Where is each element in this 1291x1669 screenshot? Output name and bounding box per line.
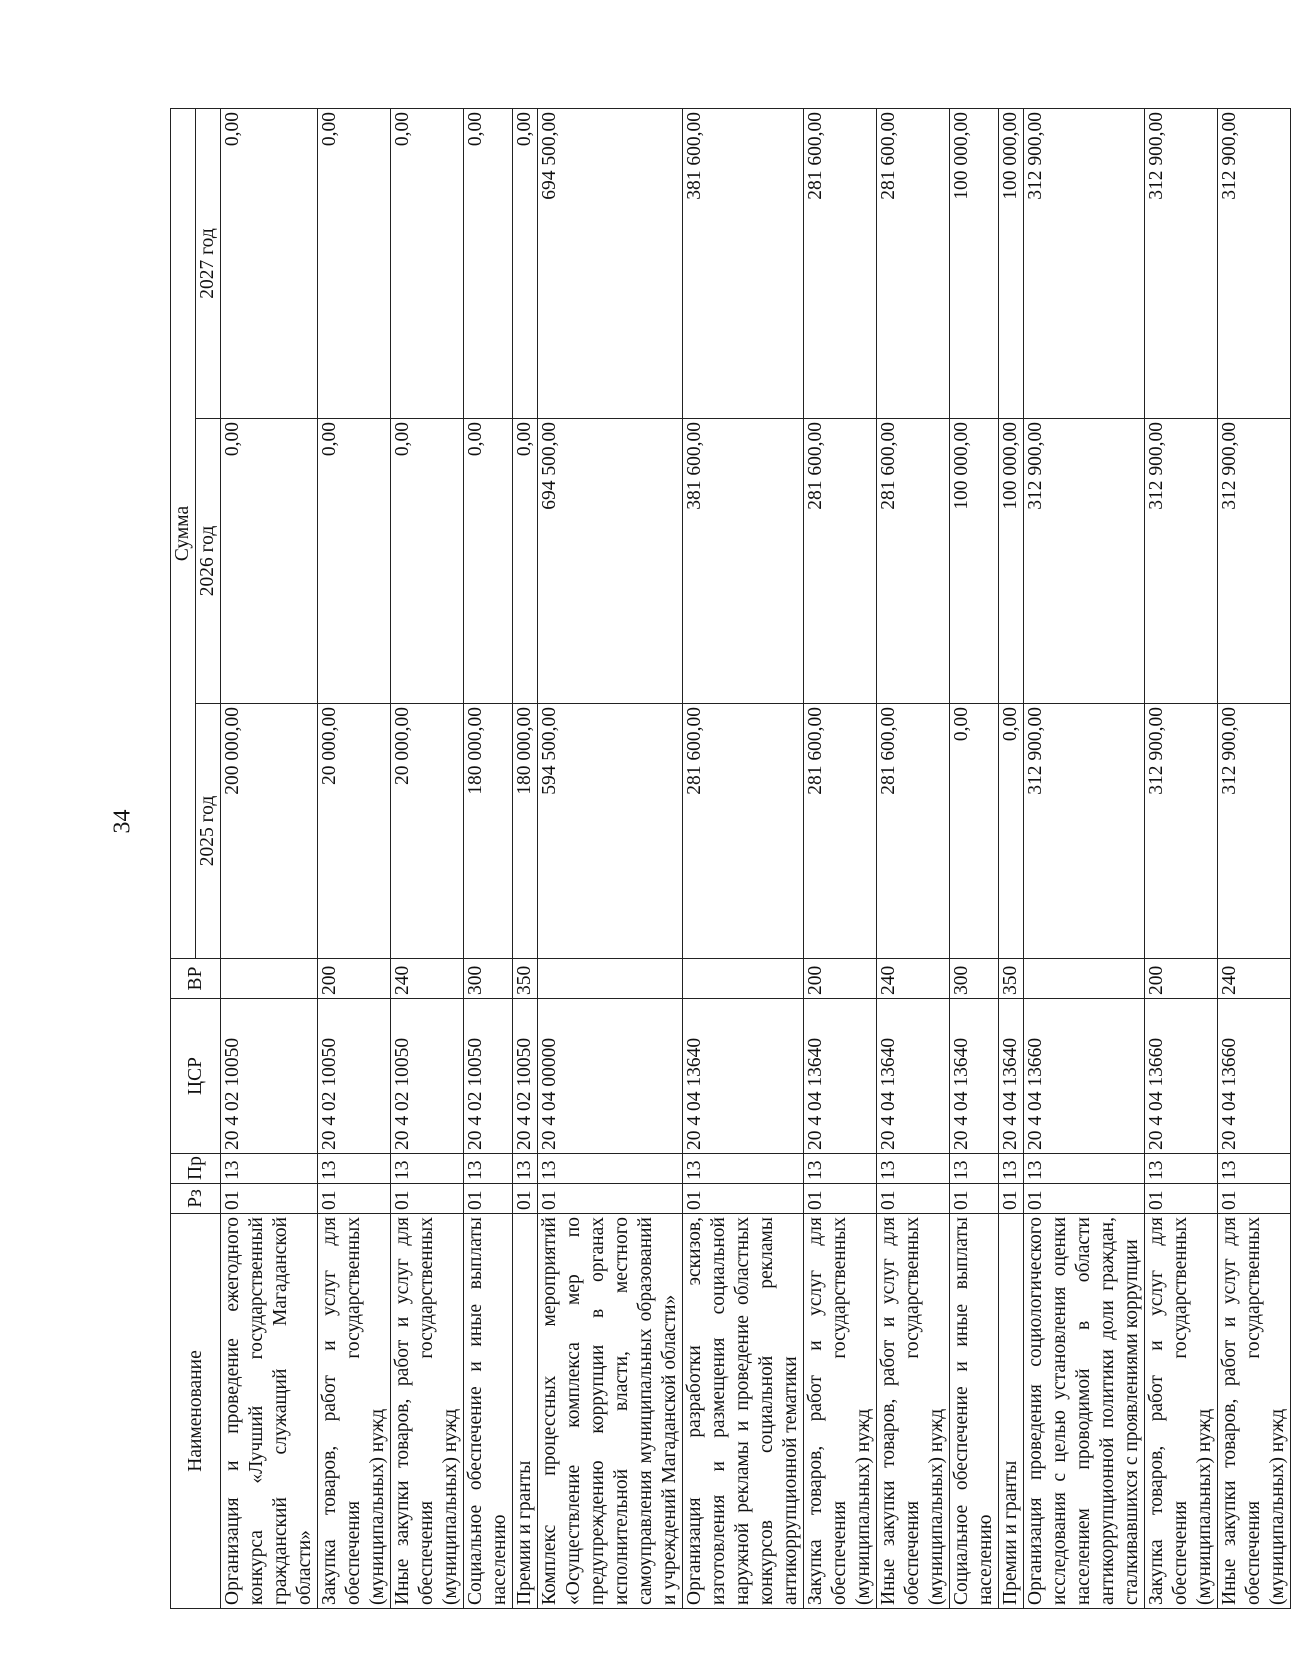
cell-2027: 0,00: [513, 108, 538, 418]
cell-pr: 13: [950, 1154, 999, 1184]
cell-2027: 0,00: [464, 108, 513, 418]
cell-vr: 240: [1218, 959, 1291, 999]
cell-csr: 20 4 04 13640: [950, 999, 999, 1154]
cell-rz: 01: [683, 1184, 804, 1214]
cell-rz: 01: [950, 1184, 999, 1214]
table-row: [804, 108, 877, 1608]
cell-csr: 20 4 02 10050: [221, 999, 318, 1154]
cell-2026: 281 600,00: [804, 419, 877, 704]
cell-vr: 350: [513, 959, 538, 999]
cell-pr: 13: [221, 1154, 318, 1184]
table-row: [391, 108, 464, 1608]
table-row: [538, 108, 683, 1608]
header-2025: 2025 год: [196, 704, 221, 959]
cell-2026: 381 600,00: [683, 419, 804, 704]
cell-2025: 0,00: [950, 704, 999, 959]
cell-2027: 281 600,00: [877, 108, 950, 418]
cell-name: Социальное обеспечение и иные выплаты населению: [950, 1214, 999, 1609]
cell-2027: 0,00: [318, 108, 391, 418]
cell-pr: 13: [538, 1154, 683, 1184]
cell-2025: 281 600,00: [877, 704, 950, 959]
budget-table: [170, 108, 1291, 1609]
cell-vr: 350: [999, 959, 1024, 999]
cell-csr: 20 4 04 13640: [683, 999, 804, 1154]
cell-name: Закупка товаров, работ и услуг для обеспечения государственных (муниципальных) нужд: [1145, 1214, 1218, 1609]
cell-csr: 20 4 02 10050: [513, 999, 538, 1154]
cell-2026: 0,00: [513, 419, 538, 704]
cell-pr: 13: [683, 1154, 804, 1184]
cell-name: Премии и гранты: [999, 1214, 1024, 1609]
cell-2027: 381 600,00: [683, 108, 804, 418]
table-row: [513, 108, 538, 1608]
cell-vr: [683, 959, 804, 999]
cell-2026: 0,00: [221, 419, 318, 704]
header-2027: 2027 год: [196, 108, 221, 418]
cell-2025: 281 600,00: [683, 704, 804, 959]
cell-2026: 694 500,00: [538, 419, 683, 704]
table-row: [464, 108, 513, 1608]
cell-2027: 312 900,00: [1218, 108, 1291, 418]
cell-vr: 300: [950, 959, 999, 999]
cell-2025: 312 900,00: [1218, 704, 1291, 959]
table-row: [999, 108, 1024, 1608]
cell-2027: 0,00: [391, 108, 464, 418]
cell-rz: 01: [513, 1184, 538, 1214]
cell-name: Социальное обеспечение и иные выплаты населению: [464, 1214, 513, 1609]
cell-rz: 01: [391, 1184, 464, 1214]
cell-csr: 20 4 04 13640: [877, 999, 950, 1154]
cell-2027: 281 600,00: [804, 108, 877, 418]
cell-vr: [538, 959, 683, 999]
table-row: [950, 108, 999, 1608]
cell-2025: 281 600,00: [804, 704, 877, 959]
cell-2026: 100 000,00: [950, 419, 999, 704]
cell-rz: 01: [804, 1184, 877, 1214]
cell-2027: 0,00: [221, 108, 318, 418]
cell-2027: 100 000,00: [950, 108, 999, 418]
cell-rz: 01: [318, 1184, 391, 1214]
cell-2025: 180 000,00: [513, 704, 538, 959]
cell-2025: 20 000,00: [391, 704, 464, 959]
cell-2026: 100 000,00: [999, 419, 1024, 704]
cell-csr: 20 4 02 10050: [391, 999, 464, 1154]
cell-2026: 0,00: [391, 419, 464, 704]
cell-2026: 0,00: [464, 419, 513, 704]
cell-pr: 13: [318, 1154, 391, 1184]
cell-2027: 312 900,00: [1024, 108, 1145, 418]
cell-name: Премии и гранты: [513, 1214, 538, 1609]
cell-vr: 240: [877, 959, 950, 999]
cell-name: Организация проведения социологического исследования с целью установления оценки населением проводимой в области антикоррупционной политики доли граждан, сталкивавшихся с проявлениями коррупции: [1024, 1214, 1145, 1609]
header-csr: ЦСР: [171, 999, 221, 1154]
cell-csr: 20 4 02 10050: [318, 999, 391, 1154]
cell-vr: [221, 959, 318, 999]
cell-2025: 20 000,00: [318, 704, 391, 959]
cell-rz: 01: [1145, 1184, 1218, 1214]
cell-csr: 20 4 04 00000: [538, 999, 683, 1154]
cell-2025: 312 900,00: [1024, 704, 1145, 959]
cell-rz: 01: [877, 1184, 950, 1214]
cell-csr: 20 4 04 13640: [999, 999, 1024, 1154]
cell-rz: 01: [1218, 1184, 1291, 1214]
cell-pr: 13: [877, 1154, 950, 1184]
cell-2026: 312 900,00: [1145, 419, 1218, 704]
cell-name: Иные закупки товаров, работ и услуг для обеспечения государственных (муниципальных) нужд: [877, 1214, 950, 1609]
page-number: 34: [109, 809, 136, 834]
cell-name: Иные закупки товаров, работ и услуг для обеспечения государственных (муниципальных) нужд: [391, 1214, 464, 1609]
cell-vr: 300: [464, 959, 513, 999]
cell-csr: 20 4 02 10050: [464, 999, 513, 1154]
cell-rz: 01: [221, 1184, 318, 1214]
cell-csr: 20 4 04 13660: [1024, 999, 1145, 1154]
cell-rz: 01: [464, 1184, 513, 1214]
cell-pr: 13: [1024, 1154, 1145, 1184]
cell-pr: 13: [464, 1154, 513, 1184]
cell-rz: 01: [999, 1184, 1024, 1214]
header-2026: 2026 год: [196, 419, 221, 704]
cell-name: Организация разработки эскизов, изготовления и размещения социальной наружной рекламы и проведение областных конкурсов социальной рекламы антикоррупционной тематики: [683, 1214, 804, 1609]
cell-pr: 13: [391, 1154, 464, 1184]
cell-2027: 694 500,00: [538, 108, 683, 418]
cell-pr: 13: [1218, 1154, 1291, 1184]
cell-2026: 0,00: [318, 419, 391, 704]
table-row: [221, 108, 318, 1608]
cell-pr: 13: [513, 1154, 538, 1184]
table-row: [1145, 108, 1218, 1608]
cell-vr: 200: [804, 959, 877, 999]
table-row: [1218, 108, 1291, 1608]
cell-2025: 312 900,00: [1145, 704, 1218, 959]
header-name: Наименование: [171, 1214, 221, 1609]
cell-csr: 20 4 04 13660: [1218, 999, 1291, 1154]
header-sum: Сумма: [171, 108, 196, 958]
table-row: [318, 108, 391, 1608]
cell-name: Иные закупки товаров, работ и услуг для обеспечения государственных (муниципальных) нужд: [1218, 1214, 1291, 1609]
cell-2025: 0,00: [999, 704, 1024, 959]
cell-2026: 312 900,00: [1024, 419, 1145, 704]
table-row: [683, 108, 804, 1608]
table-row: [1024, 108, 1145, 1608]
rotated-table-wrapper: [170, 109, 1288, 1609]
cell-name: Закупка товаров, работ и услуг для обеспечения государственных (муниципальных) нужд: [804, 1214, 877, 1609]
cell-vr: [1024, 959, 1145, 999]
cell-csr: 20 4 04 13640: [804, 999, 877, 1154]
cell-csr: 20 4 04 13660: [1145, 999, 1218, 1154]
cell-2027: 100 000,00: [999, 108, 1024, 418]
cell-name: Закупка товаров, работ и услуг для обеспечения государственных (муниципальных) нужд: [318, 1214, 391, 1609]
header-rz: Рз: [171, 1184, 221, 1214]
cell-pr: 13: [804, 1154, 877, 1184]
cell-2027: 312 900,00: [1145, 108, 1218, 418]
cell-2025: 180 000,00: [464, 704, 513, 959]
cell-2025: 200 000,00: [221, 704, 318, 959]
cell-2026: 312 900,00: [1218, 419, 1291, 704]
cell-2025: 594 500,00: [538, 704, 683, 959]
header-pr: Пр: [171, 1154, 221, 1184]
cell-pr: 13: [999, 1154, 1024, 1184]
cell-name: Организация и проведение ежегодного конкурса «Лучший государственный гражданский служащий Магаданской области»: [221, 1214, 318, 1609]
cell-rz: 01: [538, 1184, 683, 1214]
cell-2026: 281 600,00: [877, 419, 950, 704]
cell-name: Комплекс процессных мероприятий «Осуществление комплекса мер по предупреждению коррупции в органах исполнительной власти, местного самоуправления муниципальных образований и учреждений Магаданской области»: [538, 1214, 683, 1609]
cell-vr: 240: [391, 959, 464, 999]
cell-vr: 200: [1145, 959, 1218, 999]
cell-pr: 13: [1145, 1154, 1218, 1184]
header-vr: ВР: [171, 959, 221, 999]
cell-vr: 200: [318, 959, 391, 999]
table-row: [877, 108, 950, 1608]
cell-rz: 01: [1024, 1184, 1145, 1214]
